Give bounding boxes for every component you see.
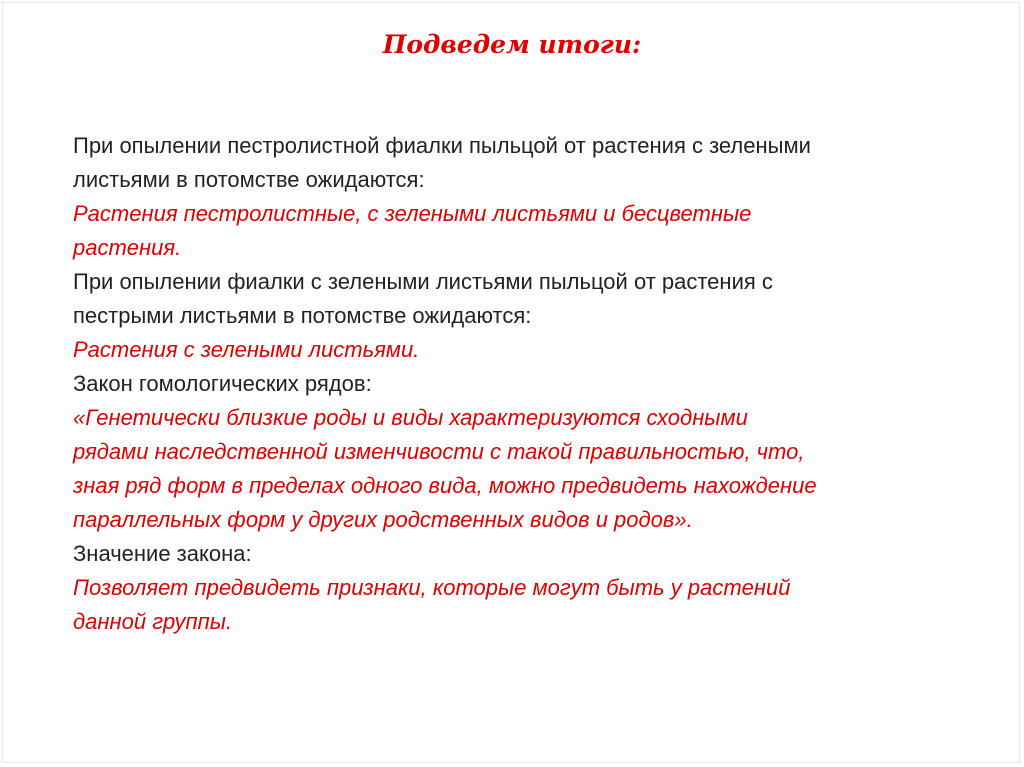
text-line: листьями в потомстве ожидаются: bbox=[73, 167, 425, 192]
answer-line: Позволяет предвидеть признаки, которые могут быть у растений bbox=[73, 575, 791, 600]
answer-line: растения. bbox=[73, 235, 182, 260]
text-line: Значение закона: bbox=[73, 541, 252, 566]
text-line: При опылении фиалки с зелеными листьями пыльцой от растения с bbox=[73, 269, 773, 294]
answer-line: Растения с зелеными листьями. bbox=[73, 337, 420, 362]
answer-line: «Генетически близкие роды и виды характеризуются сходными bbox=[73, 405, 748, 430]
answer-line: параллельных форм у других родственных видов и родов». bbox=[73, 507, 693, 532]
answer-line: Растения пестролистные, с зелеными листьями и бесцветные bbox=[73, 201, 752, 226]
text-line: Закон гомологических рядов: bbox=[73, 371, 372, 396]
answer-line: зная ряд форм в пределах одного вида, можно предвидеть нахождение bbox=[73, 473, 817, 498]
slide-body bbox=[73, 129, 973, 639]
text-line: При опылении пестролистной фиалки пыльцой от растения с зелеными bbox=[73, 133, 811, 158]
slide-title: Подведем итоги: bbox=[382, 30, 642, 59]
text-line: пестрыми листьями в потомстве ожидаются: bbox=[73, 303, 532, 328]
answer-line: данной группы. bbox=[73, 609, 233, 634]
answer-line: рядами наследственной изменчивости с такой правильностью, что, bbox=[73, 439, 805, 464]
